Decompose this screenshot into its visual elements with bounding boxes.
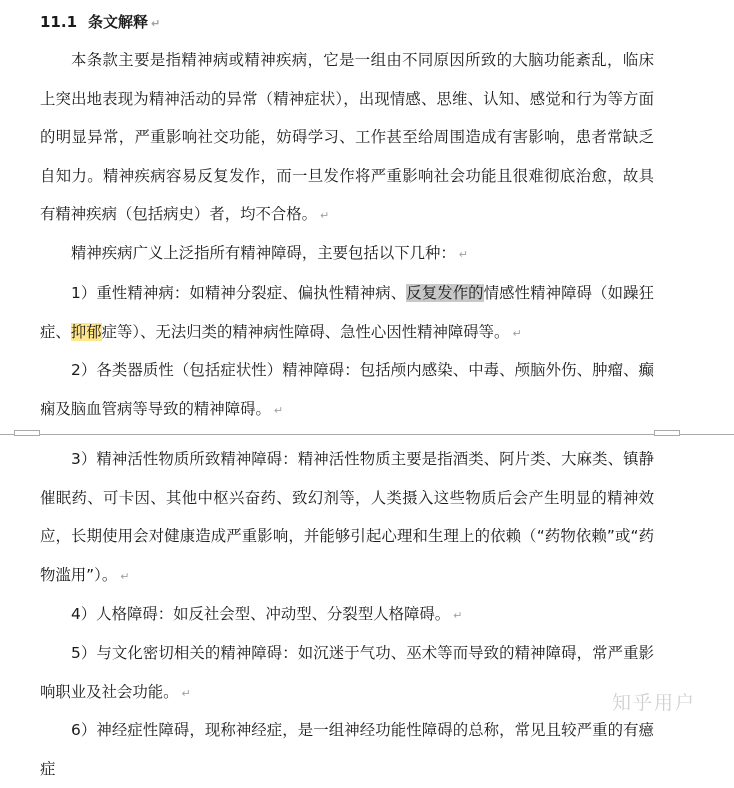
page-corner-mark [654,430,680,436]
paragraph-item-1: 1）重性精神病：如精神分裂症、偏执性精神病、反复发作的情感性精神障碍（如躁狂症、抑郁症等）、无法归类的精神病性障碍、急性心因性精神障碍等。 ↵ [40,284,654,341]
paragraph-mark-icon: ↵ [151,17,161,30]
paragraph-mark-icon: ↵ [458,248,468,261]
paragraph-mark-icon: ↵ [512,326,522,340]
document-page-2 [0,438,734,778]
paragraph-mark-icon: ↵ [453,609,463,622]
paragraph-overview: 精神疾病广义上泛指所有精神障碍，主要包括以下几种： ↵ [71,244,468,262]
page-break-line [0,434,734,435]
paragraph-item-3: 3）精神活性物质所致精神障碍：精神活性物质主要是指酒类、阿片类、大麻类、镇静催眠药、可卡因、其他中枢兴奋药、致幻剂等，人类摄入这些物质后会产生明显的精神效应，长期使用会对健康造成严重影响，并能够引起心理和生理上的依赖（“药物依赖”或“药物滥用”）。 ↵ [40,450,654,584]
paragraph-item-6: 6）神经症性障碍，现称神经症，是一组神经功能性障碍的总称，常见且较严重的有癔症 [40,721,654,778]
yellow-highlight: 抑郁 [70,322,102,341]
section-title: 条文解释 [88,13,149,31]
paragraph-item-4: 4）人格障碍：如反社会型、冲动型、分裂型人格障碍。 ↵ [71,605,463,623]
section-number: 11.1 [40,13,78,31]
section-heading [40,10,160,36]
watermark: 知乎用户 [612,692,697,714]
paragraph-item-5: 5）与文化密切相关的精神障碍：如沉迷于气功、巫术等而导致的精神障碍，常严重影响职业及社会功能。 ↵ [40,644,654,701]
gray-highlight: 反复发作的 [406,284,484,302]
page-corner-mark [14,430,40,436]
paragraph-item-2: 2）各类器质性（包括症状性）精神障碍：包括颅内感染、中毒、颅脑外伤、肿瘤、癫痫及脑血管病等导致的精神障碍。 ↵ [40,361,654,418]
paragraph-mark-icon: ↵ [320,209,330,222]
paragraph-mark-icon: ↵ [273,403,284,417]
paragraph-mark-icon: ↵ [181,686,191,700]
paragraph-intro: 本条款主要是指精神病或精神疾病，它是一组由不同原因所致的大脑功能紊乱，临床上突出地表现为精神活动的异常（精神症状），出现情感、思维、认知、感觉和行为等方面的明显异常，严重影响社交功能，妨碍学习、工作甚至给周围造成有害影响，患者常缺乏自知力。精神疾病容易反复发作，而一旦发作将严重影响社会功能且很难彻底治愈，故具有精神疾病（包括病史）者，均不合格。 ↵ [40,51,654,223]
paragraph-mark-icon: ↵ [120,569,130,583]
